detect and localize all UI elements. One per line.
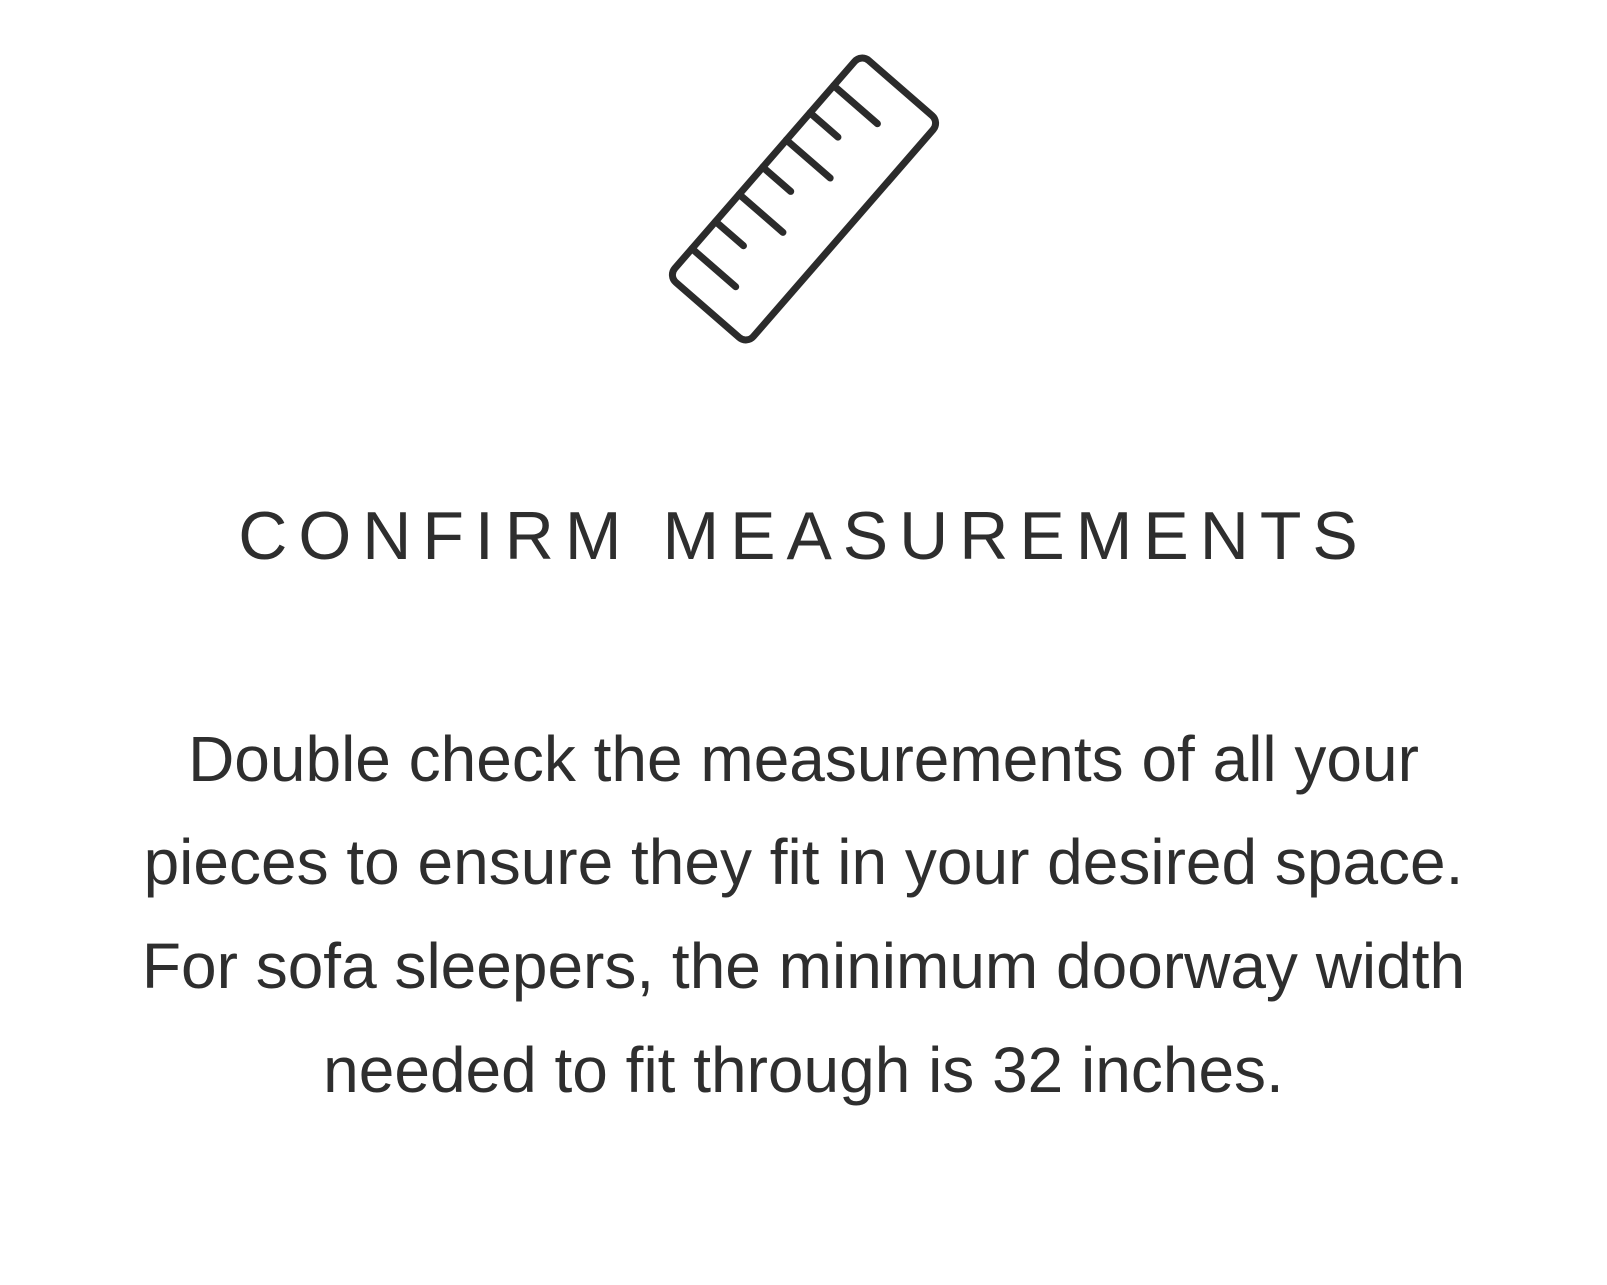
page-title: CONFIRM MEASUREMENTS: [238, 498, 1369, 574]
description-text: Double check the measurements of all your pieces to ensure they fit in your desired space. For sofa sleepers, the minimum doorway width needed to fit through is 32 inches.: [141, 722, 1466, 1106]
ruler-icon: [0, 34, 1607, 364]
